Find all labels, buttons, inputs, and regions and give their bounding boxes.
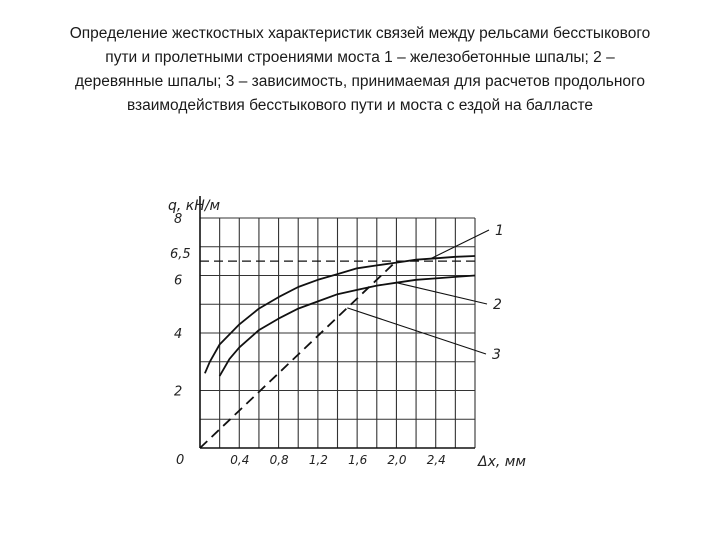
callout-leader-1	[431, 230, 489, 259]
y-tick-label: 6,5	[170, 247, 191, 263]
x-tick-label: 1,6	[348, 453, 368, 467]
y-axis-label: q, кН/м	[168, 198, 221, 214]
y-tick-label: 0	[176, 453, 185, 468]
y-tick-label: 8	[174, 212, 183, 227]
title-line-4: взаимодействия бесстыкового пути и моста с ездой на балласте	[126, 97, 594, 114]
callout-label-3: 3	[492, 347, 501, 363]
chart-grid	[200, 218, 475, 448]
chart-callouts	[347, 223, 504, 363]
y-tick-label: 2	[174, 384, 183, 400]
series-line-2	[220, 276, 475, 377]
x-tick-label: 0,4	[230, 453, 250, 467]
title-line-1: Определение жесткостных характеристик связей между рельсами бесстыкового	[69, 25, 651, 42]
callout-label-1: 1	[495, 223, 504, 239]
x-tick-label: 2,0	[387, 453, 407, 467]
x-tick-label: 2,4	[426, 453, 446, 467]
title-line-2: пути и пролетными строениями моста 1 – железобетонные шпалы; 2 –	[105, 49, 615, 66]
y-tick-label: 4	[174, 327, 183, 342]
x-tick-label: 1,2	[308, 453, 328, 467]
y-tick-label: 6	[174, 273, 183, 289]
callout-leader-2	[396, 283, 487, 304]
title-line-3: деревянные шпалы; 3 – зависимость, принимаемая для расчетов продольного	[75, 73, 645, 90]
chart-tick-labels	[170, 212, 446, 468]
x-tick-label: 0,8	[269, 453, 289, 467]
x-axis-label: Δx, мм	[478, 454, 526, 470]
callout-leader-3	[347, 308, 486, 354]
callout-label-2: 2	[493, 297, 502, 313]
